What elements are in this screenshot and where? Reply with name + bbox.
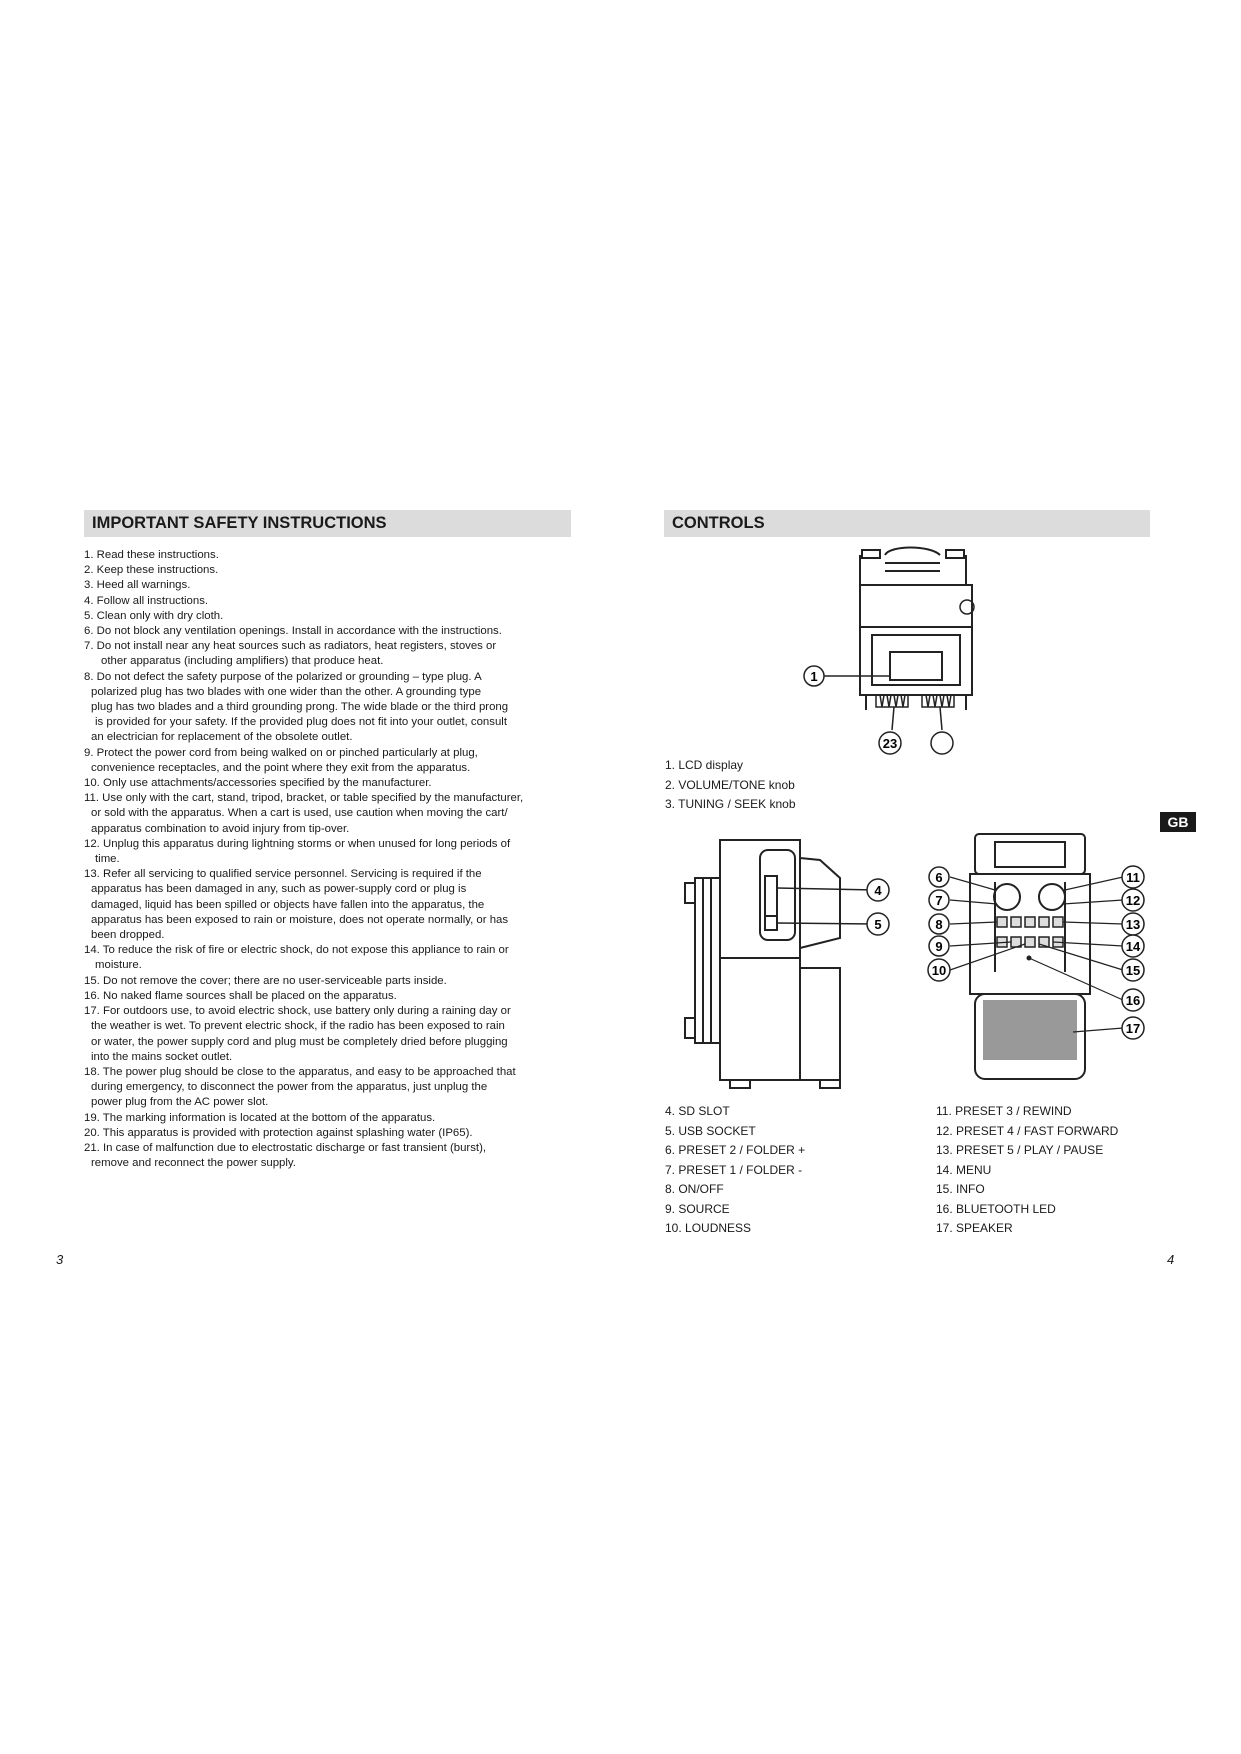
callout-label: 13 bbox=[1125, 917, 1141, 932]
language-tab-badge: GB bbox=[1160, 812, 1196, 832]
instruction-line: 17. For outdoors use, to avoid electric shock, use battery only during a raining day or bbox=[84, 1005, 511, 1018]
instruction-line: other apparatus (including amplifiers) that produce heat. bbox=[101, 655, 384, 668]
instruction-line: 7. Do not install near any heat sources such as radiators, heat registers, stoves or bbox=[84, 640, 497, 653]
instruction-line: 1. Read these instructions. bbox=[84, 549, 219, 561]
instruction-line: power plug from the AC power slot. bbox=[91, 1096, 269, 1109]
radio-front-view-diagram bbox=[925, 832, 1150, 1087]
controls-list-left bbox=[665, 1102, 805, 1239]
instruction-line: is provided for your safety. If the provided plug does not fit into your outlet, consult bbox=[95, 716, 507, 729]
instruction-line: an electrician for replacement of the obsolete outlet. bbox=[91, 731, 353, 744]
callout-label: 14 bbox=[1125, 939, 1141, 954]
callout-label: 17 bbox=[1125, 1021, 1141, 1036]
callout-label: 12 bbox=[1125, 893, 1141, 908]
control-item: 12. PRESET 4 / FAST FORWARD bbox=[936, 1123, 1119, 1138]
callout-label: 23 bbox=[882, 736, 898, 751]
controls-list-right bbox=[936, 1102, 1118, 1239]
instruction-line: 10. Only use attachments/accessories specified by the manufacturer. bbox=[84, 777, 432, 790]
instruction-line: 13. Refer all servicing to qualified service personnel. Servicing is required if the bbox=[84, 868, 482, 881]
speaker-grille bbox=[983, 1000, 1077, 1060]
control-item: 16. BLUETOOTH LED bbox=[936, 1201, 1056, 1216]
instruction-line: apparatus has been exposed to rain or moisture, does not operate normally, or has bbox=[91, 913, 509, 926]
control-item: 4. SD SLOT bbox=[665, 1104, 730, 1118]
callout-label: 7 bbox=[935, 893, 943, 908]
page-number: 3 bbox=[56, 1252, 64, 1267]
instruction-line: apparatus combination to avoid injury from tip-over. bbox=[91, 822, 350, 835]
control-item: 13. PRESET 5 / PLAY / PAUSE bbox=[936, 1143, 1104, 1157]
instruction-line: 11. Use only with the cart, stand, tripod, bracket, or table specified by the manufacturer, bbox=[84, 792, 524, 805]
callout-label: 11 bbox=[1126, 870, 1140, 885]
radio-top-view-diagram bbox=[790, 545, 990, 755]
control-item: 1. LCD display bbox=[665, 758, 744, 772]
instruction-line: or sold with the apparatus. When a cart is used, use caution when moving the cart/ bbox=[91, 807, 508, 820]
control-item: 7. PRESET 1 / FOLDER - bbox=[665, 1162, 803, 1177]
instruction-line: 18. The power plug should be close to the apparatus, and easy to be approached that bbox=[84, 1065, 516, 1078]
control-item: 8. ON/OFF bbox=[665, 1182, 724, 1196]
instruction-line: damaged, liquid has been spilled or objects have fallen into the apparatus, the bbox=[91, 898, 485, 911]
instruction-line: or water, the power supply cord and plug must be completely dried before plugging bbox=[91, 1035, 508, 1048]
control-item: 6. PRESET 2 / FOLDER + bbox=[665, 1143, 806, 1157]
callout-label: 1 bbox=[810, 669, 818, 684]
instruction-line: remove and reconnect the power supply. bbox=[91, 1157, 296, 1170]
callout-label: 10 bbox=[931, 963, 947, 978]
callout-circle bbox=[931, 732, 953, 754]
instruction-line: 4. Follow all instructions. bbox=[84, 594, 209, 607]
radio-side-view-diagram bbox=[675, 838, 910, 1088]
page-number: 4 bbox=[1167, 1252, 1175, 1267]
callout-label: 5 bbox=[874, 917, 882, 932]
instruction-line: 3. Heed all warnings. bbox=[84, 579, 191, 592]
instruction-line: 16. No naked flame sources shall be placed on the apparatus. bbox=[84, 989, 397, 1002]
instruction-line: 15. Do not remove the cover; there are no user-serviceable parts inside. bbox=[84, 974, 447, 987]
instruction-line: 14. To reduce the risk of fire or electric shock, do not expose this appliance to rain or bbox=[84, 944, 509, 957]
controls-list-top bbox=[665, 756, 796, 815]
callout-label: 4 bbox=[874, 883, 882, 898]
safety-instructions-list bbox=[84, 548, 584, 1171]
control-item: 14. MENU bbox=[936, 1162, 992, 1177]
controls-heading: CONTROLS bbox=[664, 510, 1150, 537]
instruction-line: 5. Clean only with dry cloth. bbox=[84, 609, 224, 622]
instruction-line: polarized plug has two blades with one wider than the other. A grounding type bbox=[91, 685, 482, 698]
instruction-line: apparatus has been damaged in any, such as power-supply cord or plug is bbox=[91, 883, 467, 896]
instruction-line: 2. Keep these instructions. bbox=[84, 564, 219, 577]
instruction-line: 8. Do not defect the safety purpose of the polarized or grounding – type plug. A bbox=[84, 670, 482, 683]
instruction-line: 9. Protect the power cord from being walked on or pinched particularly at plug, bbox=[84, 746, 478, 759]
safety-heading: IMPORTANT SAFETY INSTRUCTIONS bbox=[84, 510, 571, 537]
instruction-line: been dropped. bbox=[91, 929, 165, 942]
callout-label: 6 bbox=[935, 870, 943, 885]
control-item: 9. SOURCE bbox=[665, 1201, 730, 1216]
callout-label: 16 bbox=[1125, 993, 1141, 1008]
callout-label: 9 bbox=[935, 939, 943, 954]
instruction-line: 6. Do not block any ventilation openings. Install in accordance with the instructions. bbox=[84, 625, 502, 638]
control-item: 2. VOLUME/TONE knob bbox=[665, 777, 795, 792]
instruction-line: into the mains socket outlet. bbox=[91, 1050, 233, 1063]
instruction-line: the weather is wet. To prevent electric shock, if the radio has been exposed to rain bbox=[91, 1020, 505, 1033]
control-item: 5. USB SOCKET bbox=[665, 1123, 756, 1138]
instruction-line: 21. In case of malfunction due to electrostatic discharge or fast transient (burst), bbox=[84, 1141, 487, 1154]
control-item: 15. INFO bbox=[936, 1182, 985, 1196]
instruction-line: during emergency, to disconnect the power from the apparatus, just unplug the bbox=[91, 1081, 488, 1094]
control-item: 17. SPEAKER bbox=[936, 1221, 1013, 1235]
instruction-line: moisture. bbox=[95, 959, 142, 972]
callout-label: 15 bbox=[1125, 963, 1141, 978]
instruction-line: convenience receptacles, and the point where they exit from the apparatus. bbox=[91, 761, 471, 774]
instruction-line: 12. Unplug this apparatus during lightning storms or when unused for long periods of bbox=[84, 837, 511, 850]
instruction-line: time. bbox=[95, 853, 120, 866]
callout-label: 8 bbox=[935, 917, 943, 932]
control-item: 3. TUNING / SEEK knob bbox=[665, 797, 796, 811]
instruction-line: 19. The marking information is located at the bottom of the apparatus. bbox=[84, 1111, 436, 1124]
instruction-line: plug has two blades and a third grounding prong. The wide blade or the third prong bbox=[91, 701, 509, 714]
control-item: 11. PRESET 3 / REWIND bbox=[936, 1104, 1072, 1118]
control-item: 10. LOUDNESS bbox=[665, 1221, 752, 1235]
instruction-line: 20. This apparatus is provided with protection against splashing water (IP65). bbox=[84, 1126, 473, 1139]
